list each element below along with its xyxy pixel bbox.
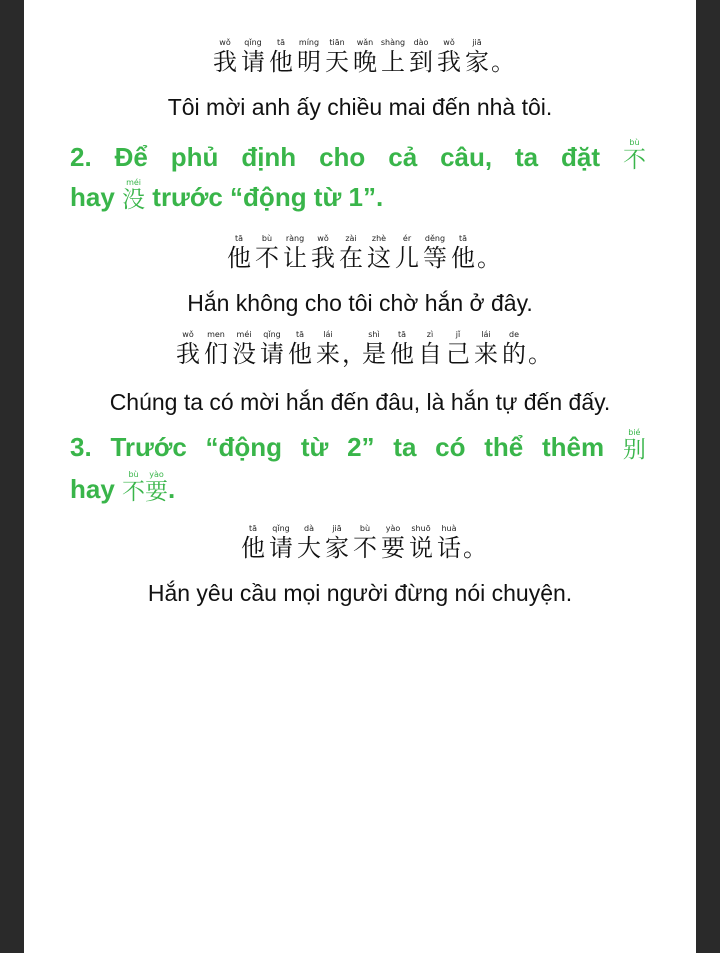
translation-3: Chúng ta có mời hắn đến đâu, là hắn tự đến đấy.: [109, 389, 611, 415]
rule-3-period: .: [168, 474, 176, 504]
hanzi: 说: [409, 534, 433, 562]
rule-word: đặt: [561, 142, 601, 172]
hanzi: 没: [232, 340, 256, 368]
hanzi: 请: [260, 340, 284, 368]
translation-4: Hắn yêu cầu mọi người đừng nói chuyện.: [147, 580, 573, 606]
hanzi-with-pinyin: [267, 524, 295, 562]
rule-word: thêm: [542, 432, 605, 462]
document-page: [24, 0, 696, 953]
rule-word: 3.: [70, 432, 92, 462]
chinese-sentence-4: [24, 524, 696, 562]
rule-word: cho: [319, 142, 366, 172]
pinyin: dà: [304, 524, 314, 533]
hanzi: 请: [269, 534, 293, 562]
hanzi-with-pinyin: [174, 330, 202, 368]
rule-word: có: [435, 432, 466, 462]
hanzi: 晚: [353, 48, 377, 76]
pinyin: tiān: [329, 38, 345, 47]
pinyin: bù: [261, 234, 273, 243]
pinyin: bù: [629, 138, 640, 147]
hanzi-with-pinyin: [393, 234, 421, 272]
rule-hanzi: [623, 428, 646, 463]
hanzi-with-pinyin: [295, 524, 323, 562]
hanzi-with-pinyin: [225, 234, 253, 272]
rule-2-char-mei: méi 没: [122, 178, 146, 213]
rule-word: cả: [388, 142, 418, 172]
rule-word: Để: [114, 142, 148, 172]
rule-word: phủ: [170, 142, 219, 172]
hanzi-with-pinyin: [435, 524, 463, 562]
pinyin: zhè: [371, 234, 387, 243]
punctuation: 。: [528, 340, 552, 368]
hanzi: 这: [367, 244, 391, 272]
pinyin: qǐng: [272, 524, 290, 533]
rule-2-tail: trước “động từ 1”.: [152, 182, 384, 212]
hanzi: 不: [122, 479, 146, 505]
hanzi: 等: [423, 244, 447, 272]
punctuation: 。: [477, 244, 501, 272]
pinyin: shàng: [380, 38, 406, 47]
hanzi-with-pinyin: [211, 38, 239, 76]
hanzi-with-pinyin: [365, 234, 393, 272]
translation-1: Tôi mời anh ấy chiều mai đến nhà tôi.: [167, 94, 553, 120]
rule-3-line-1: [70, 428, 646, 463]
hanzi: 来: [474, 340, 498, 368]
hanzi: 不: [622, 147, 646, 173]
chinese-sentence-2: [24, 234, 696, 272]
hanzi: 儿: [395, 244, 419, 272]
pinyin: míng: [298, 38, 320, 47]
rule-word: 2”: [347, 432, 375, 462]
pinyin: zài: [345, 234, 357, 243]
rule-word: thể: [484, 432, 524, 462]
hanzi-with-pinyin: [253, 234, 281, 272]
pinyin: zì: [426, 330, 434, 339]
hanzi-with-pinyin: [463, 38, 491, 76]
pinyin: tā: [276, 38, 286, 47]
hanzi: 我: [437, 48, 461, 76]
hanzi-with-pinyin: [435, 38, 463, 76]
rule-3-line-2: [70, 470, 175, 505]
hanzi: 请: [241, 48, 265, 76]
hanzi: 他: [227, 244, 251, 272]
hanzi: 不: [255, 244, 279, 272]
pinyin: shì: [368, 330, 380, 339]
rule-2-line-1: [70, 138, 646, 173]
hanzi-with-pinyin: [337, 234, 365, 272]
hanzi-with-pinyin: [379, 524, 407, 562]
hanzi: 他: [288, 340, 312, 368]
hanzi-with-pinyin: [314, 330, 342, 368]
pinyin: bié: [628, 428, 641, 437]
rule-word: “động: [205, 432, 283, 462]
pinyin: yào: [149, 470, 164, 479]
hanzi-with-pinyin: [323, 38, 351, 76]
rule-word: từ: [300, 432, 329, 462]
rule-word: câu,: [440, 142, 493, 172]
hanzi: 要: [381, 534, 405, 562]
hanzi-with-pinyin: [351, 38, 379, 76]
rule-2-hay: hay: [70, 182, 115, 212]
hanzi: 明: [297, 48, 321, 76]
hanzi: 让: [283, 244, 307, 272]
hanzi: 我: [213, 48, 237, 76]
hanzi: 们: [204, 340, 228, 368]
pinyin: wǒ: [317, 234, 329, 243]
hanzi: 家: [325, 534, 349, 562]
pinyin: wǒ: [182, 330, 194, 339]
rule-3-chars-buyao: [122, 470, 168, 505]
hanzi-with-pinyin: [388, 330, 416, 368]
hanzi-with-pinyin: [421, 234, 449, 272]
hanzi: 天: [325, 48, 349, 76]
hanzi-with-pinyin: [407, 38, 435, 76]
rule-2-line-2: [70, 178, 383, 213]
chinese-sentence-1: [24, 38, 696, 76]
rule-word: ta: [515, 142, 539, 172]
rule-3-hay: hay: [70, 474, 115, 504]
hanzi-with-pinyin: [472, 330, 500, 368]
hanzi: 我: [176, 340, 200, 368]
pinyin: shuō: [411, 524, 431, 533]
hanzi: 他: [241, 534, 265, 562]
hanzi-with-pinyin: [230, 330, 258, 368]
pinyin: bù: [359, 524, 371, 533]
hanzi-with-pinyin: [379, 38, 407, 76]
hanzi-with-pinyin: [449, 234, 477, 272]
hanzi-with-pinyin: [295, 38, 323, 76]
hanzi-with-pinyin: [323, 524, 351, 562]
hanzi: 自: [418, 340, 442, 368]
hanzi: 他: [451, 244, 475, 272]
hanzi: 家: [465, 48, 489, 76]
pinyin: jǐ: [455, 330, 461, 339]
pinyin: qǐng: [263, 330, 281, 339]
pinyin: lái: [481, 330, 491, 339]
hanzi-with-pinyin: [360, 330, 388, 368]
pinyin: tā: [397, 330, 407, 339]
pinyin: tā: [234, 234, 244, 243]
pinyin: huà: [441, 524, 457, 533]
pinyin: jiā: [472, 38, 482, 47]
pinyin: tā: [295, 330, 305, 339]
pinyin: lái: [323, 330, 333, 339]
hanzi: 话: [437, 534, 461, 562]
hanzi: 大: [297, 534, 321, 562]
pinyin: ér: [402, 234, 412, 243]
rule-word: 2.: [70, 142, 92, 172]
translation-2: Hắn không cho tôi chờ hắn ở đây.: [187, 290, 533, 316]
pinyin: děng: [424, 234, 446, 243]
hanzi-with-pinyin: [444, 330, 472, 368]
pinyin: yào: [385, 524, 401, 533]
hanzi: 不: [353, 534, 377, 562]
hanzi: 在: [339, 244, 363, 272]
pinyin: men: [207, 330, 225, 339]
hanzi: 来: [316, 340, 340, 368]
pinyin: dào: [413, 38, 429, 47]
rule-word: Trước: [110, 432, 187, 462]
pinyin: jiā: [332, 524, 342, 533]
pinyin: wǒ: [219, 38, 231, 47]
pinyin: tā: [248, 524, 258, 533]
punctuation: 。: [463, 534, 487, 562]
hanzi-with-pinyin: [309, 234, 337, 272]
pinyin: qǐng: [244, 38, 262, 47]
pinyin: wǎn: [356, 38, 374, 47]
chinese-sentence-3: [24, 330, 696, 368]
hanzi: 的: [502, 340, 526, 368]
rule-word: ta: [393, 432, 417, 462]
pinyin: wǒ: [443, 38, 455, 47]
punctuation: ，: [342, 340, 366, 368]
pinyin: tā: [458, 234, 468, 243]
hanzi: 我: [311, 244, 335, 272]
hanzi: 上: [381, 48, 405, 76]
hanzi-with-pinyin: [281, 234, 309, 272]
hanzi-with-pinyin: [267, 38, 295, 76]
rule-hanzi: [145, 470, 168, 505]
hanzi: 别: [622, 437, 646, 463]
rule-word: định: [241, 142, 297, 172]
hanzi: 他: [269, 48, 293, 76]
hanzi-with-pinyin: [286, 330, 314, 368]
hanzi: 到: [409, 48, 433, 76]
pinyin: ràng: [285, 234, 305, 243]
hanzi-with-pinyin: [239, 38, 267, 76]
hanzi-with-pinyin: [416, 330, 444, 368]
hanzi-with-pinyin: [258, 330, 286, 368]
hanzi: 要: [145, 479, 169, 505]
hanzi-with-pinyin: [500, 330, 528, 368]
hanzi: 己: [446, 340, 470, 368]
hanzi: 是: [362, 340, 386, 368]
hanzi-with-pinyin: [407, 524, 435, 562]
hanzi: 他: [390, 340, 414, 368]
pinyin: bù: [128, 470, 139, 479]
hanzi-with-pinyin: [239, 524, 267, 562]
hanzi-with-pinyin: [351, 524, 379, 562]
rule-hanzi: [122, 470, 145, 505]
pinyin: de: [509, 330, 519, 339]
rule-hanzi: [623, 138, 646, 173]
pinyin: méi: [236, 330, 252, 339]
punctuation: 。: [491, 48, 515, 76]
hanzi-with-pinyin: [202, 330, 230, 368]
